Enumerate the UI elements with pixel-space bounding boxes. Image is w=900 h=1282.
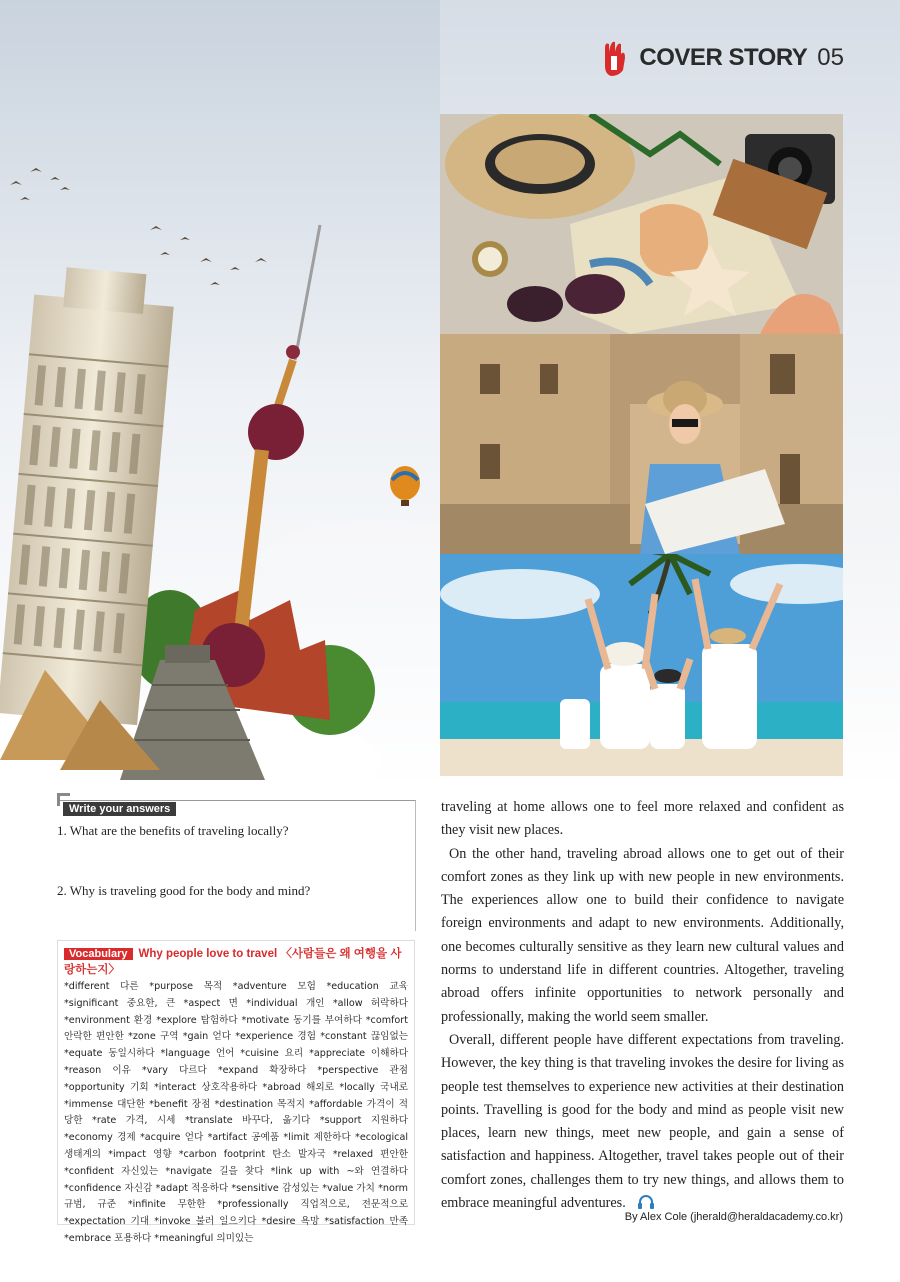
vocabulary-box (57, 940, 415, 1244)
question-2: 2. Why is traveling good for the body and mind? (57, 883, 311, 898)
question-1: 1. What are the benefits of traveling locally? (57, 823, 289, 838)
photo-woman-with-map (440, 334, 843, 554)
byline: By Alex Cole (jherald@heraldacademy.co.kr) (624, 1211, 843, 1223)
intermediate-hand-icon (599, 38, 629, 78)
write-your-answers-box (57, 800, 416, 931)
page-number: 05 (817, 44, 844, 71)
landmarks-illustration (0, 0, 440, 790)
section-title: COVER STORY (639, 44, 808, 71)
photo-travel-flatlay (440, 114, 843, 334)
article-paragraph (441, 1029, 844, 1218)
article-paragraph: On the other hand, traveling abroad allows one to get out of their comfort zones as they link up with new people in new environments. The experiences allow one to build their confidence to navigate foreign environments and adapt to new environments. Additionally, one becomes culturally sensitive as they learn new cultural values and norms to understand life in different countries. Altogether, traveling abroad offers infinite opportunities to network personally and professionally, making the world seem smaller. (441, 845, 844, 1025)
photo-family-beach (440, 554, 843, 776)
article-body (441, 796, 844, 1218)
photo-column (440, 114, 843, 776)
vocabulary-title: Why people love to travel 〈사람들은 왜 여행을 사랑하는지〉 (64, 948, 402, 976)
article-paragraph: traveling at home allows one to feel more relaxed and confident as they visit new places. (441, 799, 844, 839)
intermediate-badge (599, 38, 629, 78)
vocabulary-header (64, 945, 408, 977)
cover-story-header (599, 38, 844, 78)
answers-tag: Write your answers (63, 802, 176, 816)
vocabulary-list: *different 다른 *purpose 목적 *adventure 모험 *education 교육 *significant 중요한, 큰 *aspect 면 *individual 개인 *allow 허락하다 *environment 환경 *explore 탐험하다 *motivate 동기를 부여하다 *comfort 안락한 편안한 *zone 구역 *gain 얻다 *experience 경험 *constant 끊임없는 *equate 동일시하다 *language 언어 *cuisine 요리 *appreciate 이해하다 *reason 이유 *vary 다르다 *expand 확장하다 *perspective 관점 *opportunity 기회 *interact 상호작용하다 *abroad 해외로 *locally 국내로 *immense 대단한 *benefit 장점 *destination 목적지 *affordable 가격이 적당한 *rate 가격, 시세 *translate 바꾸다, 옮기다 *support 지원하다 *economy 경제 *acquire 얻다 *artifact 공예품 *limit 제한하다 *ecological 생태계의 *impact 영향 *carbon footprint 탄소 발자국 *relaxed 편안한 *confident 자신있는 *navigate 길을 찾다 *link up with ~와 연결하다 *confidence 자신감 *adapt 적응하다 *sensitive 감성있는 *value 가치 *norm 규범, 규준 *infinite 무한한 *professionally 직업적으로, 전문적으로 *expectation 기대 *invoke 불러 일으키다 *desire 욕망 *satisfaction 만족 *embrace 포용하다 *meaningful 의미있는 (64, 981, 408, 1244)
article-paragraph-text: Overall, different people have different expectations from traveling. However, the key thing is that traveling invokes the desire for living as people test themselves to experience new activities at their destination points. Travelling is good for the body and mind as people visit new places, learn new things, meet new people, and gain a sense of satisfaction and happiness. Altogether, travel takes people out of their comfort zones, challenges them to try new things, and allows them to embrace meaningful adventures. (441, 1031, 844, 1212)
vocabulary-tag: Vocabulary (64, 948, 133, 960)
